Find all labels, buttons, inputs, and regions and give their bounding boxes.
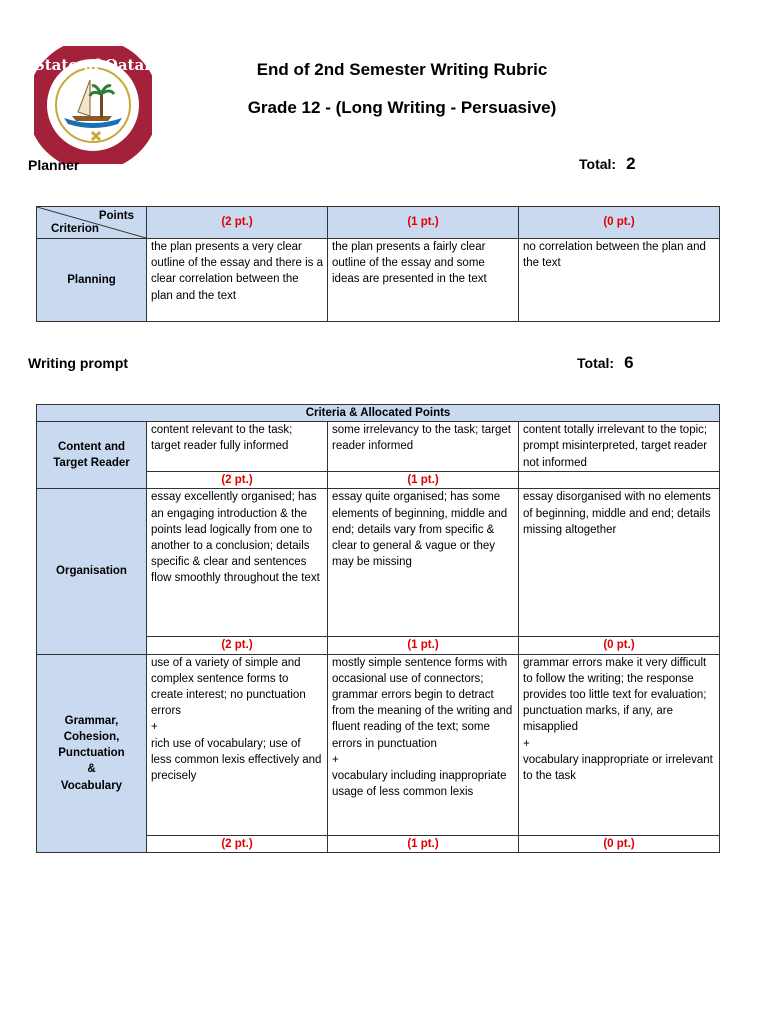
criterion-planning: Planning (37, 239, 147, 322)
grammar-0pt-plus: + (523, 737, 530, 750)
planner-total-value: 2 (626, 154, 636, 173)
grammar-1pt-text-a: mostly simple sentence forms with occasional use of connectors; grammar errors begin to detract from the meaning of the writing and fluent reading of the text; some errors in punctuation (332, 656, 513, 750)
document-subtitle: Grade 12 - (Long Writing - Persuasive) (247, 98, 557, 117)
planner-header-corner (37, 207, 147, 239)
criteria-header: Criteria & Allocated Points (37, 405, 720, 422)
grammar-1pt-text-b: vocabulary including inappropriate usage of less common lexis (332, 770, 507, 799)
content-cell-0pt: content totally irrelevant to the topic; prompt misinterpreted, target reader not informed (519, 422, 720, 472)
planner-label: Planner (28, 157, 80, 173)
writing-total-label: Total: (577, 355, 615, 371)
grammar-points-1: (1 pt.) (328, 835, 519, 852)
criterion-organisation: Organisation (37, 489, 147, 654)
content-cell-1pt: some irrelevancy to the task; target reader informed (328, 422, 519, 472)
planner-total (579, 154, 636, 174)
writing-table (36, 404, 720, 853)
writing-total (577, 353, 634, 373)
organisation-points-0: (0 pt.) (519, 637, 720, 654)
planning-cell-1pt: the plan presents a fairly clear outline of the essay and some ideas are presented in the text (328, 239, 519, 322)
content-points-2: (2 pt.) (147, 472, 328, 489)
grammar-2pt-text-a: use of a variety of simple and complex sentence forms to create interest; no punctuation errors (151, 656, 306, 718)
planner-table (36, 206, 720, 322)
grammar-2pt-text-b: rich use of vocabulary; use of less common lexis effectively and precisely (151, 737, 322, 783)
criterion-grammar (37, 654, 147, 852)
planner-total-label: Total: (579, 156, 617, 172)
planner-col-1pt: (1 pt.) (328, 207, 519, 239)
criterion-grammar-line: Grammar, (64, 714, 119, 727)
logo-text: State of Qatar (34, 56, 152, 74)
organisation-cell-0pt: essay disorganised with no elements of beginning, middle and end; details missing altogether (519, 489, 720, 637)
criterion-content: Content and Target Reader (37, 422, 147, 489)
grammar-0pt-text-b: vocabulary inappropriate or irrelevant to the task (523, 753, 713, 783)
criterion-punctuation-line: Punctuation (58, 747, 125, 760)
planning-cell-0pt: no correlation between the plan and the text (519, 239, 720, 322)
grammar-cell-2pt (147, 654, 328, 835)
planner-col-2pt: (2 pt.) (147, 207, 328, 239)
writing-prompt-label: Writing prompt (28, 355, 129, 371)
content-points-1: (1 pt.) (328, 472, 519, 489)
content-cell-2pt: content relevant to the task; target reader fully informed (147, 422, 328, 472)
content-points-0 (519, 472, 720, 489)
organisation-cell-1pt: essay quite organised; has some elements of beginning, middle and end; details vary from specific & clear to general & vague or they may be missing (328, 489, 519, 637)
grammar-1pt-plus: + (332, 753, 339, 766)
grammar-cell-1pt (328, 654, 519, 835)
planning-cell-2pt: the plan presents a very clear outline of the essay and there is a clear correlation between the plan and the text (147, 239, 328, 322)
writing-total-value: 6 (624, 353, 634, 372)
grammar-0pt-text-a: grammar errors make it very difficult to follow the writing; the response provides too little text for evaluation; punctuation marks, if any, are misapplied (523, 656, 707, 734)
criterion-vocabulary-line: Vocabulary (60, 779, 123, 792)
grammar-cell-0pt (519, 654, 720, 835)
header-criterion-label: Criterion (51, 222, 99, 235)
grammar-2pt-plus: + (151, 721, 158, 734)
grammar-points-2: (2 pt.) (147, 835, 328, 852)
grammar-points-0: (0 pt.) (519, 835, 720, 852)
header-points-label: Points (98, 210, 134, 222)
organisation-points-1: (1 pt.) (328, 637, 519, 654)
organisation-cell-2pt: essay excellently organised; has an engaging introduction & the points lead logically from one to another to a conclusion; details specific & clear and sentences flow smoothly throughout the text (147, 489, 328, 637)
criterion-cohesion-line: Cohesion, (63, 730, 120, 743)
criterion-ampersand-line: & (87, 763, 96, 776)
organisation-points-2: (2 pt.) (147, 637, 328, 654)
document-title: End of 2nd Semester Writing Rubric (256, 60, 548, 79)
planner-col-0pt: (0 pt.) (519, 207, 720, 239)
